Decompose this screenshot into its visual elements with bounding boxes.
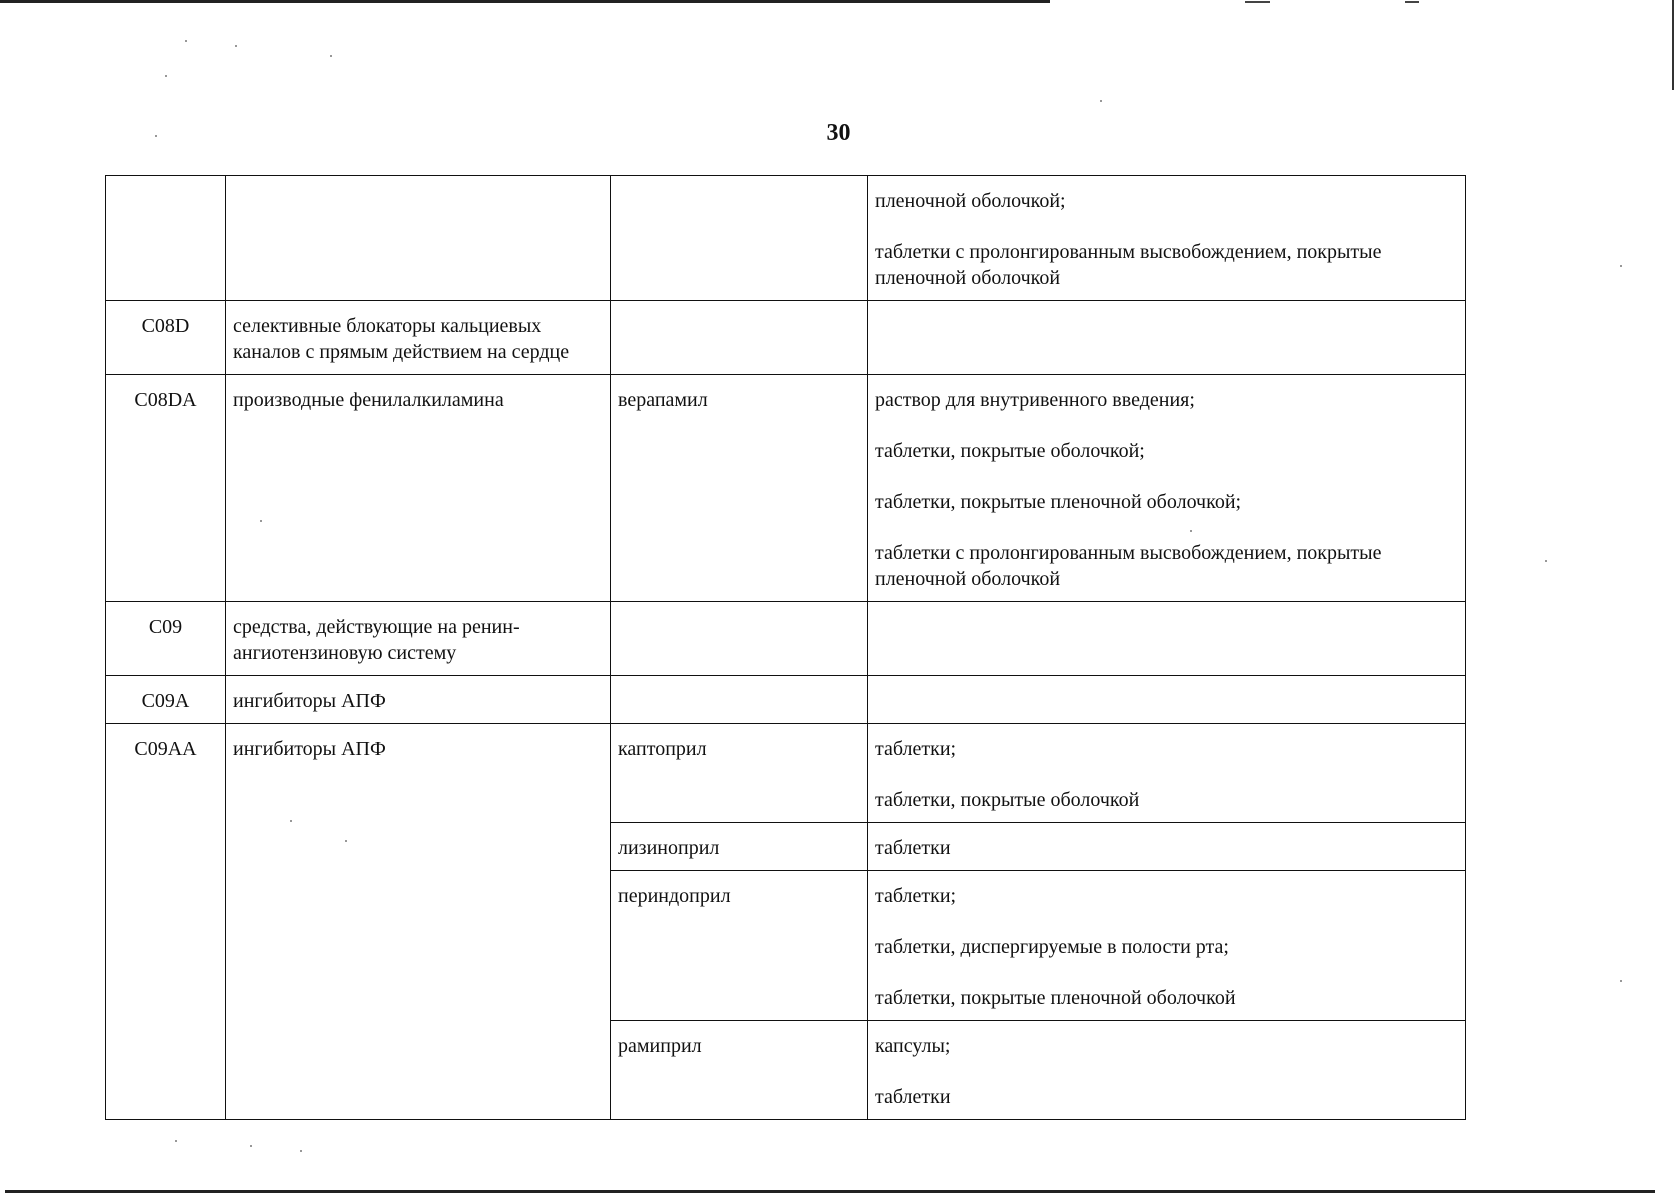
anatomical-therapeutic-group-cell	[226, 176, 611, 301]
dosage-forms-cell	[868, 375, 1466, 602]
dosage-forms-cell	[868, 676, 1466, 724]
dosage-forms-cell	[868, 176, 1466, 301]
scan-speck	[290, 820, 292, 822]
scan-speck	[345, 840, 347, 842]
dosage-forms-cell	[868, 724, 1466, 823]
scan-speck	[155, 135, 157, 137]
scan-speck	[1100, 100, 1102, 102]
substance-name-cell: каптоприл	[611, 724, 868, 823]
anatomical-therapeutic-group-cell: ингибиторы АПФ	[226, 676, 611, 724]
scan-edge-right	[1672, 0, 1674, 90]
anatomical-therapeutic-group-cell: производные фенилалкиламина	[226, 375, 611, 602]
atc-code-cell: C09	[106, 602, 226, 676]
page-number: 30	[826, 120, 851, 146]
dosage-form-item: раствор для внутривенного введения;	[875, 389, 1195, 411]
substance-name-cell: периндоприл	[611, 871, 868, 1021]
dosage-forms-cell	[868, 823, 1466, 871]
dosage-form-item: таблетки с пролонгированным высвобождением, покрытые пленочной оболочкой	[875, 542, 1382, 590]
scan-mark-top	[1245, 1, 1270, 3]
scan-speck	[175, 1140, 177, 1142]
table-body	[106, 176, 1466, 1120]
table-row	[106, 676, 1466, 724]
scan-speck	[185, 40, 187, 42]
dosage-forms-cell	[868, 1021, 1466, 1120]
atc-code-cell: C08D	[106, 301, 226, 375]
atc-code-cell: C08DA	[106, 375, 226, 602]
scan-speck	[260, 520, 262, 522]
scan-speck	[1620, 265, 1622, 267]
dosage-form-item: таблетки, покрытые пленочной оболочкой	[875, 987, 1236, 1009]
dosage-form-item: таблетки, покрытые пленочной оболочкой;	[875, 491, 1242, 513]
dosage-form-item: капсулы;	[875, 1035, 951, 1057]
dosage-forms-cell	[868, 871, 1466, 1021]
anatomical-therapeutic-group-cell: селективные блокаторы кальциевых каналов с прямым действием на сердце	[226, 301, 611, 375]
scan-speck	[235, 45, 237, 47]
dosage-form-item: таблетки, диспергируемые в полости рта;	[875, 936, 1229, 958]
scan-speck	[1620, 980, 1622, 982]
substance-name-cell: лизиноприл	[611, 823, 868, 871]
scan-edge-top	[0, 0, 1050, 3]
drug-table	[105, 175, 1466, 1120]
dosage-form-item: таблетки;	[875, 885, 957, 907]
scan-speck	[165, 75, 167, 77]
scan-speck	[250, 1145, 252, 1147]
scan-mark-top	[1405, 1, 1419, 3]
substance-name-cell	[611, 676, 868, 724]
scan-speck	[1190, 530, 1192, 532]
scan-edge-bottom	[5, 1190, 1655, 1193]
substance-name-cell	[611, 176, 868, 301]
dosage-form-item: пленочной оболочкой;	[875, 190, 1066, 212]
dosage-forms-cell	[868, 602, 1466, 676]
scan-speck	[330, 55, 332, 57]
dosage-form-item: таблетки, покрытые оболочкой	[875, 789, 1140, 811]
substance-name-cell: рамиприл	[611, 1021, 868, 1120]
substance-name-cell	[611, 301, 868, 375]
substance-name-cell: верапамил	[611, 375, 868, 602]
dosage-form-item: таблетки, покрытые оболочкой;	[875, 440, 1145, 462]
dosage-forms-cell	[868, 301, 1466, 375]
table-row	[106, 301, 1466, 375]
dosage-form-item: таблетки;	[875, 738, 957, 760]
atc-code-cell: C09AA	[106, 724, 226, 1120]
table-row	[106, 375, 1466, 602]
dosage-form-item: таблетки с пролонгированным высвобождением, покрытые пленочной оболочкой	[875, 241, 1382, 289]
dosage-form-item: таблетки	[875, 1086, 951, 1108]
anatomical-therapeutic-group-cell: ингибиторы АПФ	[226, 724, 611, 1120]
atc-code-cell	[106, 176, 226, 301]
substance-name-cell	[611, 602, 868, 676]
scan-speck	[300, 1150, 302, 1152]
table-row	[106, 724, 1466, 823]
table-row	[106, 602, 1466, 676]
table-row	[106, 176, 1466, 301]
scan-speck	[1545, 560, 1547, 562]
dosage-form-item: таблетки	[875, 837, 951, 859]
atc-code-cell: C09A	[106, 676, 226, 724]
anatomical-therapeutic-group-cell: средства, действующие на ренин-ангиотензиновую систему	[226, 602, 611, 676]
